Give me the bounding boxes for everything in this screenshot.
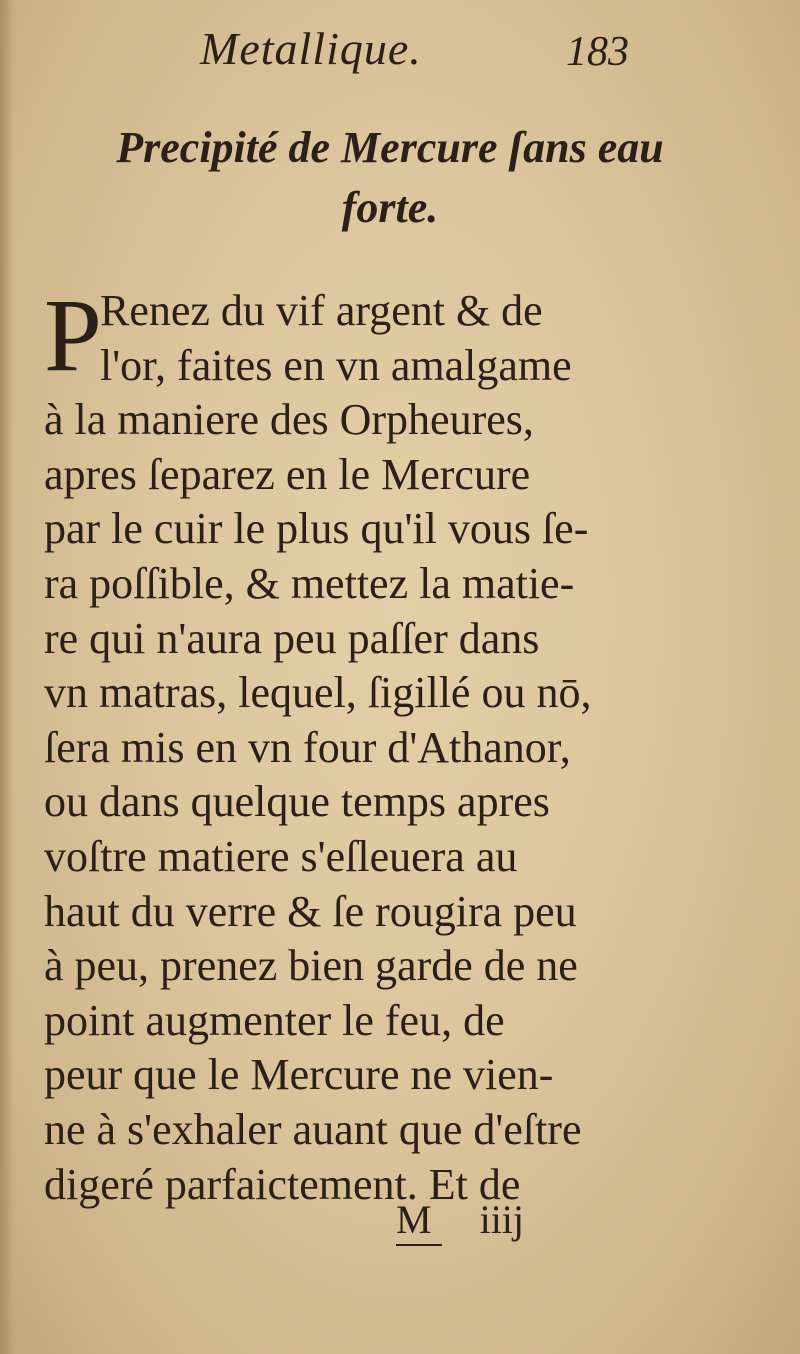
- running-head: [0, 18, 800, 88]
- text-line: ra poſſible, & mettez la matie-: [44, 558, 575, 608]
- text-line: re qui n'aura peu paſſer dans: [44, 613, 540, 663]
- section-title: [40, 118, 740, 238]
- text-line: l'or, faites en vn amalgame: [100, 340, 572, 390]
- text-line: voſtre matiere s'eſleuera au: [44, 831, 518, 881]
- text-line: à peu, prenez bien garde de ne: [44, 941, 578, 991]
- section-title-line-1: Precipité de Mercure ſans eau: [116, 123, 664, 172]
- page-number: 183: [566, 29, 629, 75]
- text-line: ou dans quelque temps apres: [44, 777, 550, 827]
- section-title-line-2: forte.: [341, 183, 439, 232]
- signature-underline: [396, 1244, 442, 1246]
- body-paragraph: [44, 278, 644, 1212]
- text-line: ſera mis en vn four d'Athanor,: [44, 722, 571, 772]
- leaf-number: iiij: [479, 1197, 525, 1242]
- text-line: à la maniere des Orpheures,: [44, 395, 534, 445]
- signature-line: [396, 1196, 524, 1243]
- drop-cap: P: [44, 278, 102, 393]
- text-line: point augmenter le feu, de: [44, 995, 505, 1045]
- text-line: vn matras, lequel, ſigillé ou nō,: [44, 668, 592, 718]
- text-line: peur que le Mercure ne vien-: [44, 1050, 554, 1100]
- text-line: apres ſeparez en le Mercure: [44, 449, 531, 499]
- running-title: Metallique.: [200, 23, 422, 74]
- signature-mark: M: [396, 1197, 432, 1242]
- text-line: digeré parfaictement. Et de: [44, 1159, 521, 1209]
- text-line: haut du verre & ſe rougira peu: [44, 886, 577, 936]
- text-line: par le cuir le plus qu'il vous ſe-: [44, 504, 589, 554]
- text-line: ne à s'exhaler auant que d'eſtre: [44, 1104, 582, 1154]
- text-line: Renez du vif argent & de: [100, 286, 543, 335]
